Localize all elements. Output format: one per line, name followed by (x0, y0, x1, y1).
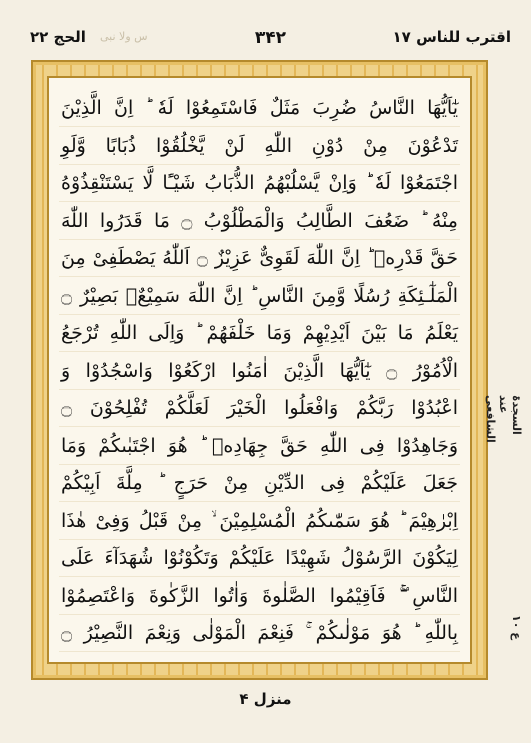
verse-line: النَّاسِ ۖۚ فَاَقِيْمُوا الصَّلٰوةَ وَاٰتُوا الزَّكٰوةَ وَاعْتَصِمُوْا (59, 578, 460, 615)
page-number: ۳۴۲ (254, 28, 287, 48)
verse-line: وَجَاهِدُوْا فِى اللّٰهِ حَقَّ جِهَادِهٖ ؕ هُوَ اجْتَبٰٮكُمْ وَمَا (59, 428, 460, 465)
juz-title: اقترب للناس ۱۷ (392, 28, 511, 46)
page-header (30, 28, 511, 54)
verse-line: اِبْرٰهِيْمَ ؕ هُوَ سَمّٰٮكُمُ الْمُسْلِمِيْنَ ۙ مِنْ قَبْلُ وَفِىْ هٰذَا (59, 503, 460, 540)
verse-line: لِيَكُوْنَ الرَّسُوْلُ شَهِيْدًا عَلَيْكُمْ وَتَكُوْنُوْا شُهَدَآءَ عَلَى (59, 540, 460, 577)
ornamental-border (31, 60, 488, 680)
verse-line: اعْبُدُوْا رَبَّكُمْ وَافْعَلُوا الْخَيْرَ لَعَلَّكُمْ تُفْلِحُوْنَ ۝ (59, 390, 460, 427)
ghost-text: س ولا نبی (100, 30, 148, 43)
verse-line: الْاُمُوْرُ ۝ يٰٓاَيُّهَا الَّذِيْنَ اٰمَنُوا ارْكَعُوْا وَاسْجُدُوْا وَ (59, 353, 460, 390)
verse-line: مِنْهُ ؕ ضَعُفَ الطَّالِبُ وَالْمَطْلُوْبُ ۝ مَا قَدَرُوا اللّٰهَ (59, 203, 460, 240)
surah-title: الحج ۲۲ (30, 28, 86, 46)
verse-line: جَعَلَ عَلَيْكُمْ فِى الدِّيْنِ مِنْ حَرَجٍ ؕ مِلَّةَ اَبِيْكُمْ (59, 465, 460, 502)
ruku-mark: ع ۱۰ (510, 615, 523, 640)
manzil-footer: منزل ۴ (239, 690, 292, 708)
verse-line: حَقَّ قَدْرِهٖ ؕ اِنَّ اللّٰهَ لَقَوِىٌّ عَزِيْزٌ ۝ اَللّٰهُ يَصْطَفِىْ مِنَ (59, 240, 460, 277)
verse-line: تَدْعُوْنَ مِنْ دُوْنِ اللّٰهِ لَنْ يَّخْلُقُوْا ذُبَابًا وَّلَوِ (59, 128, 460, 165)
verse-line: يٰٓاَيُّهَا النَّاسُ ضُرِبَ مَثَلٌ فَاسْتَمِعُوْا لَهٗ ؕ اِنَّ الَّذِيْنَ (59, 90, 460, 127)
verse-line: يَعْلَمُ مَا بَيْنَ اَيْدِيْهِمْ وَمَا خَلْفَهُمْ ؕ وَاِلَى اللّٰهِ تُرْجَعُ (59, 315, 460, 352)
verse-line: بِاللّٰهِ ؕ هُوَ مَوْلٰٮكُمْ ۚ فَنِعْمَ الْمَوْلٰى وَنِعْمَ النَّصِيْرُ ۝ (59, 615, 460, 652)
text-area (47, 76, 472, 664)
sajdah-note: السجدۃ عند الشافعی (484, 395, 523, 443)
verse-lines (59, 90, 460, 652)
verse-line: اجْتَمَعُوْا لَهٗ ؕ وَاِنْ يَّسْلُبْهُمُ الذُّبَابُ شَيْـًٔا لَّا يَسْتَنْقِذُوْهُ (59, 165, 460, 202)
verse-line: الْمَلٰٓـئِكَةِ رُسُلًا وَّمِنَ النَّاسِ ؕ اِنَّ اللّٰهَ سَمِيْعٌۢ بَصِيْرٌ ۝ (59, 278, 460, 315)
